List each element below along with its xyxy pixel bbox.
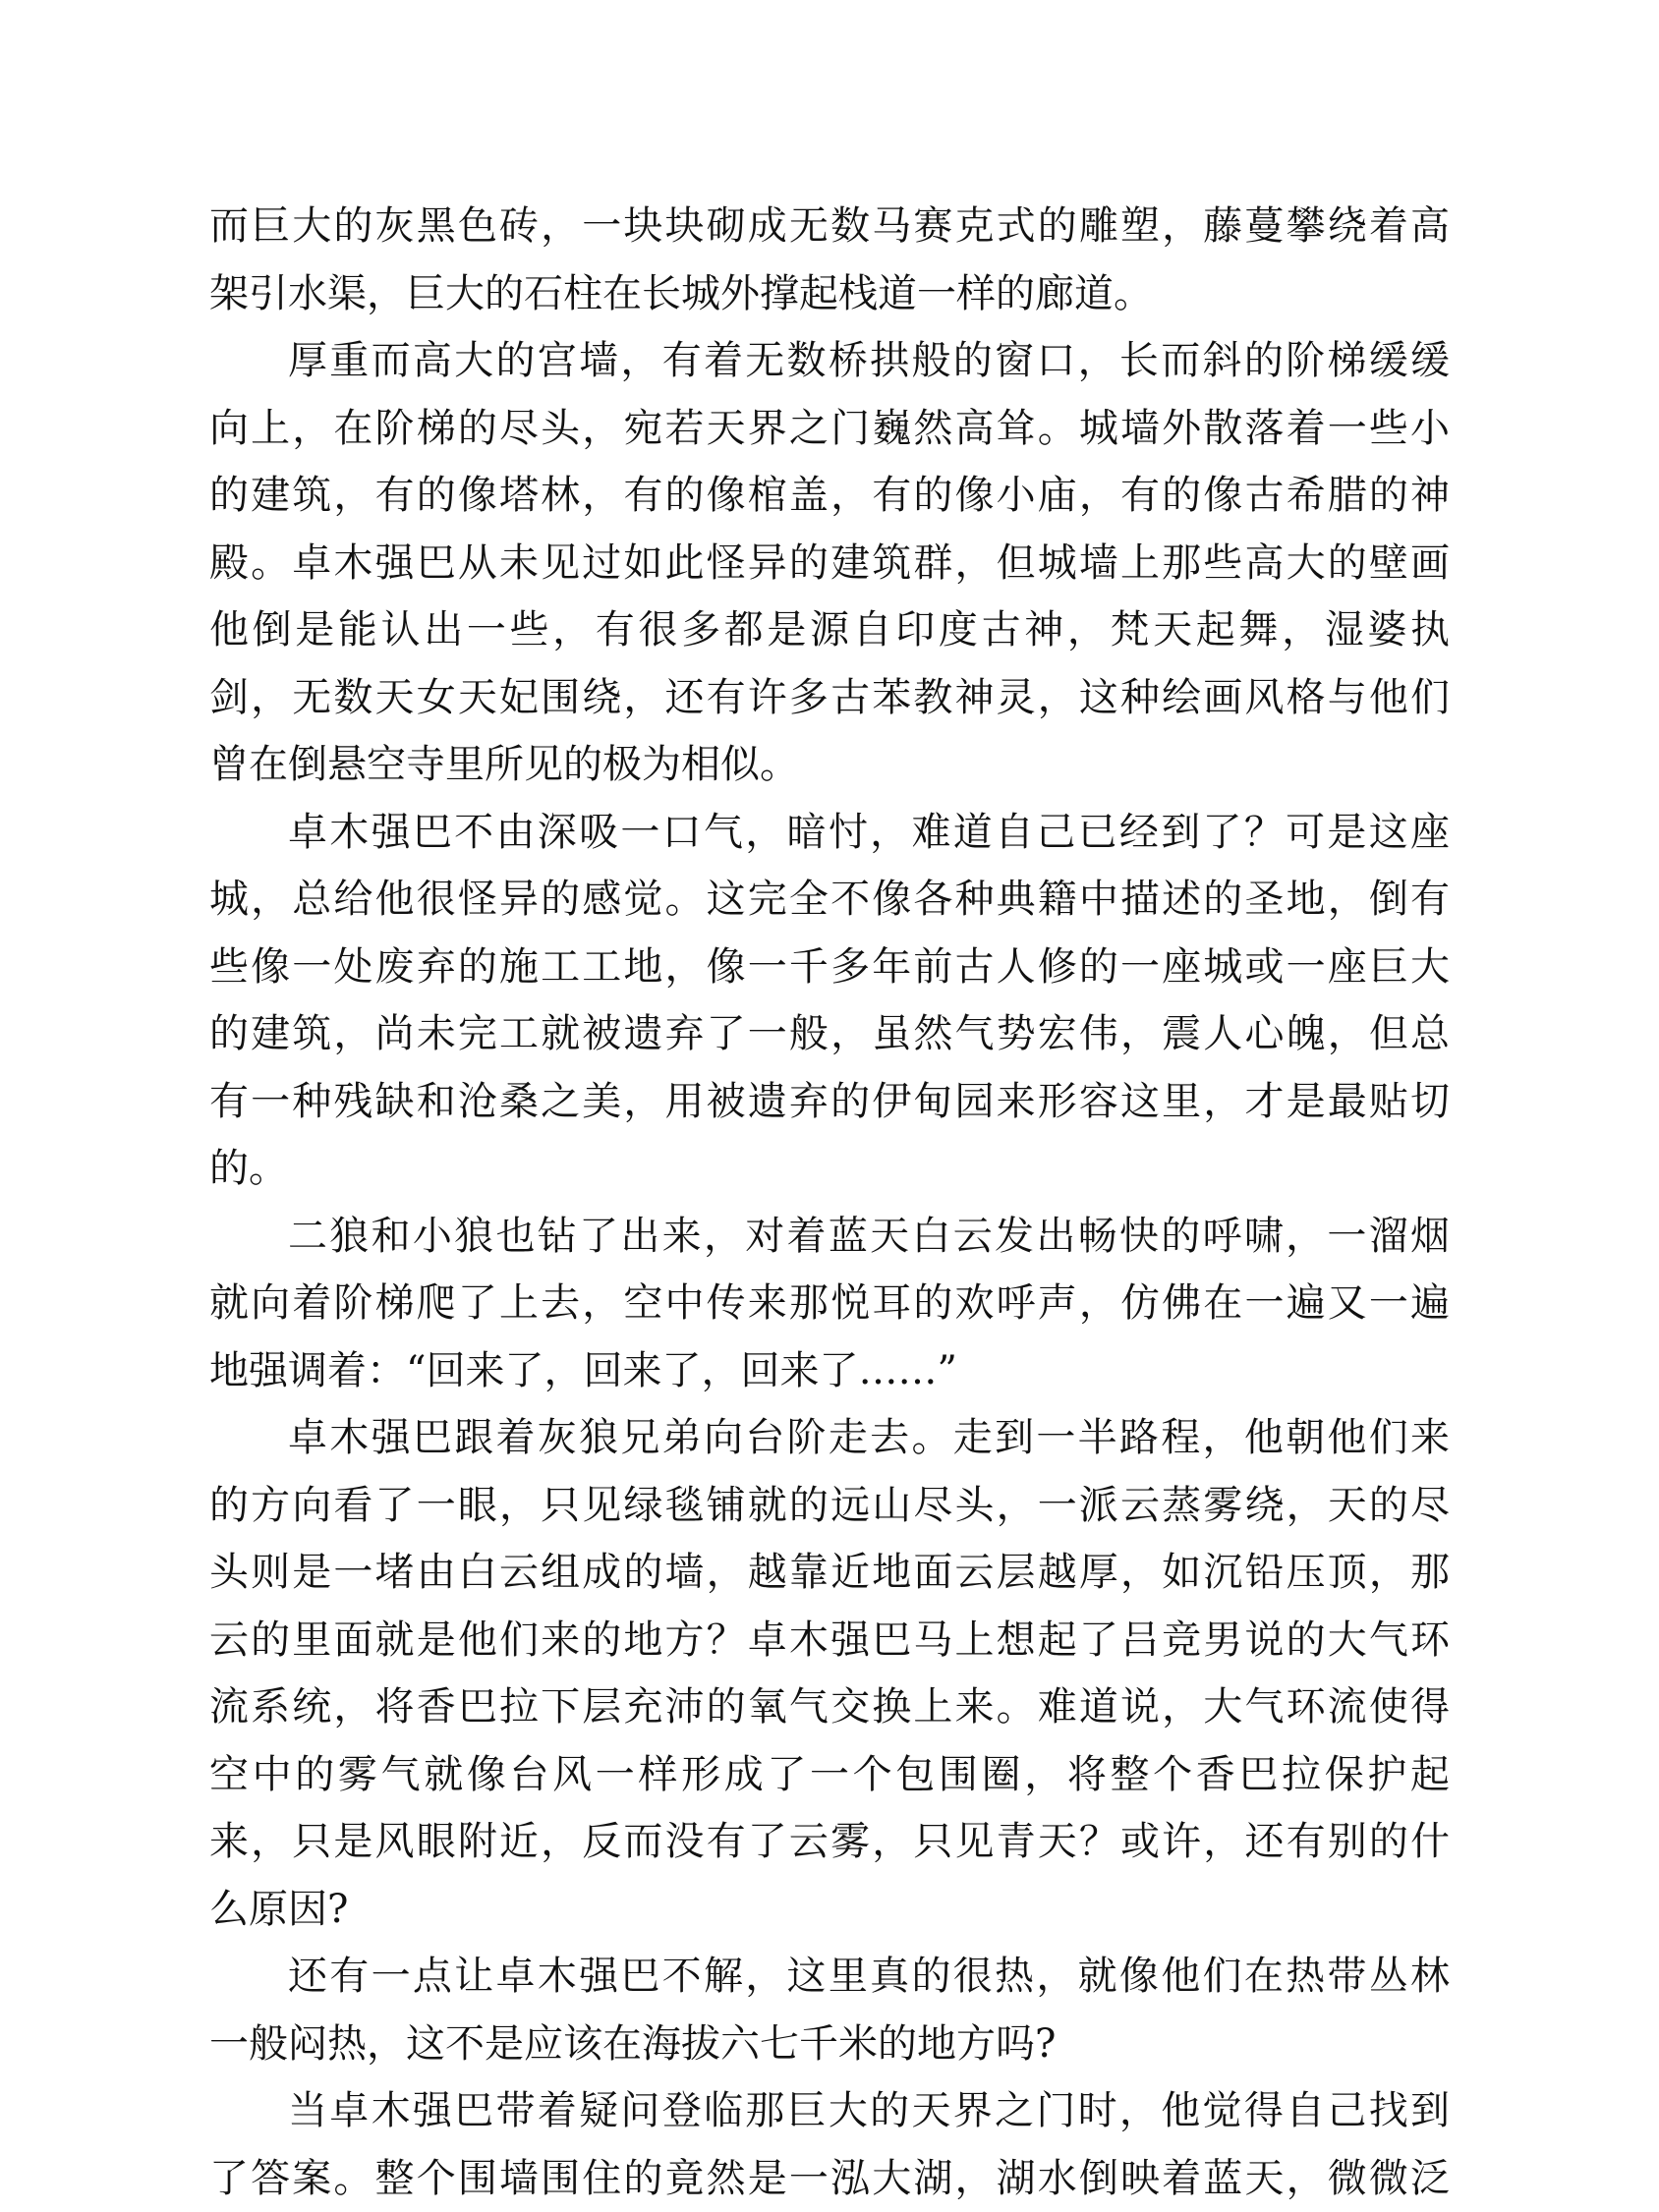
text-line: 的方向看了一眼，只见绿毯铺就的远山尽头，一派云蒸雾绕，天的尽 (209, 1472, 1450, 1540)
paragraph-first-line: 卓木强巴跟着灰狼兄弟向台阶走去。走到一半路程，他朝他们来 (209, 1404, 1450, 1472)
text-line: 的建筑，有的像塔林，有的像棺盖，有的像小庙，有的像古希腊的神 (209, 462, 1450, 530)
text-line: 来，只是风眼附近，反而没有了云雾，只见青天？或许，还有别的什 (209, 1808, 1450, 1876)
text-line: 地强调着：“回来了，回来了，回来了……” (209, 1337, 1450, 1405)
text-line: 一般闷热，这不是应该在海拔六七千米的地方吗? (209, 2011, 1450, 2078)
text-line: 么原因? (209, 1876, 1450, 1944)
text-line: 空中的雾气就像台风一样形成了一个包围圈，将整个香巴拉保护起 (209, 1741, 1450, 1809)
text-line: 些像一处废弃的施工工地，像一千多年前古人修的一座城或一座巨大 (209, 934, 1450, 1001)
text-line: 有一种残缺和沧桑之美，用被遗弃的伊甸园来形容这里，才是最贴切 (209, 1068, 1450, 1136)
text-line: 殿。卓木强巴从未见过如此怪异的建筑群，但城墙上那些高大的壁画 (209, 530, 1450, 597)
body-text (209, 193, 1450, 2212)
text-line: 城，总给他很怪异的感觉。这完全不像各种典籍中描述的圣地，倒有 (209, 866, 1450, 934)
text-line: 而巨大的灰黑色砖，一块块砌成无数马赛克式的雕塑，藤蔓攀绕着高 (209, 193, 1450, 260)
text-line: 流系统，将香巴拉下层充沛的氧气交换上来。难道说，大气环流使得 (209, 1673, 1450, 1741)
text-line: 曾在倒悬空寺里所见的极为相似。 (209, 731, 1450, 799)
text-line: 架引水渠，巨大的石柱在长城外撑起栈道一样的廊道。 (209, 260, 1450, 328)
text-line: 的建筑，尚未完工就被遗弃了一般，虽然气势宏伟，震人心魄，但总 (209, 1000, 1450, 1068)
text-line: 的。 (209, 1135, 1450, 1203)
paragraph-first-line: 厚重而高大的宫墙，有着无数桥拱般的窗口，长而斜的阶梯缓缓 (209, 327, 1450, 395)
text-line: 了答案。整个围墙围住的竟然是一泓大湖，湖水倒映着蓝天，微微泛 (209, 2145, 1450, 2212)
text-line: 剑，无数天女天妃围绕，还有许多古苯教神灵，这种绘画风格与他们 (209, 664, 1450, 732)
text-line: 就向着阶梯爬了上去，空中传来那悦耳的欢呼声，仿佛在一遍又一遍 (209, 1270, 1450, 1337)
paragraph-first-line: 卓木强巴不由深吸一口气，暗忖，难道自己已经到了？可是这座 (209, 799, 1450, 867)
text-line: 他倒是能认出一些，有很多都是源自印度古神，梵天起舞，湿婆执 (209, 596, 1450, 664)
paragraph-first-line: 二狼和小狼也钻了出来，对着蓝天白云发出畅快的呼啸，一溜烟 (209, 1203, 1450, 1271)
text-line: 云的里面就是他们来的地方？卓木强巴马上想起了吕竞男说的大气环 (209, 1607, 1450, 1674)
text-line: 头则是一堵由白云组成的墙，越靠近地面云层越厚，如沉铅压顶，那 (209, 1539, 1450, 1607)
paragraph-first-line: 还有一点让卓木强巴不解，这里真的很热，就像他们在热带丛林 (209, 1943, 1450, 2011)
text-line: 向上，在阶梯的尽头，宛若天界之门巍然高耸。城墙外散落着一些小 (209, 395, 1450, 463)
paragraph-first-line: 当卓木强巴带着疑问登临那巨大的天界之门时，他觉得自己找到 (209, 2077, 1450, 2145)
